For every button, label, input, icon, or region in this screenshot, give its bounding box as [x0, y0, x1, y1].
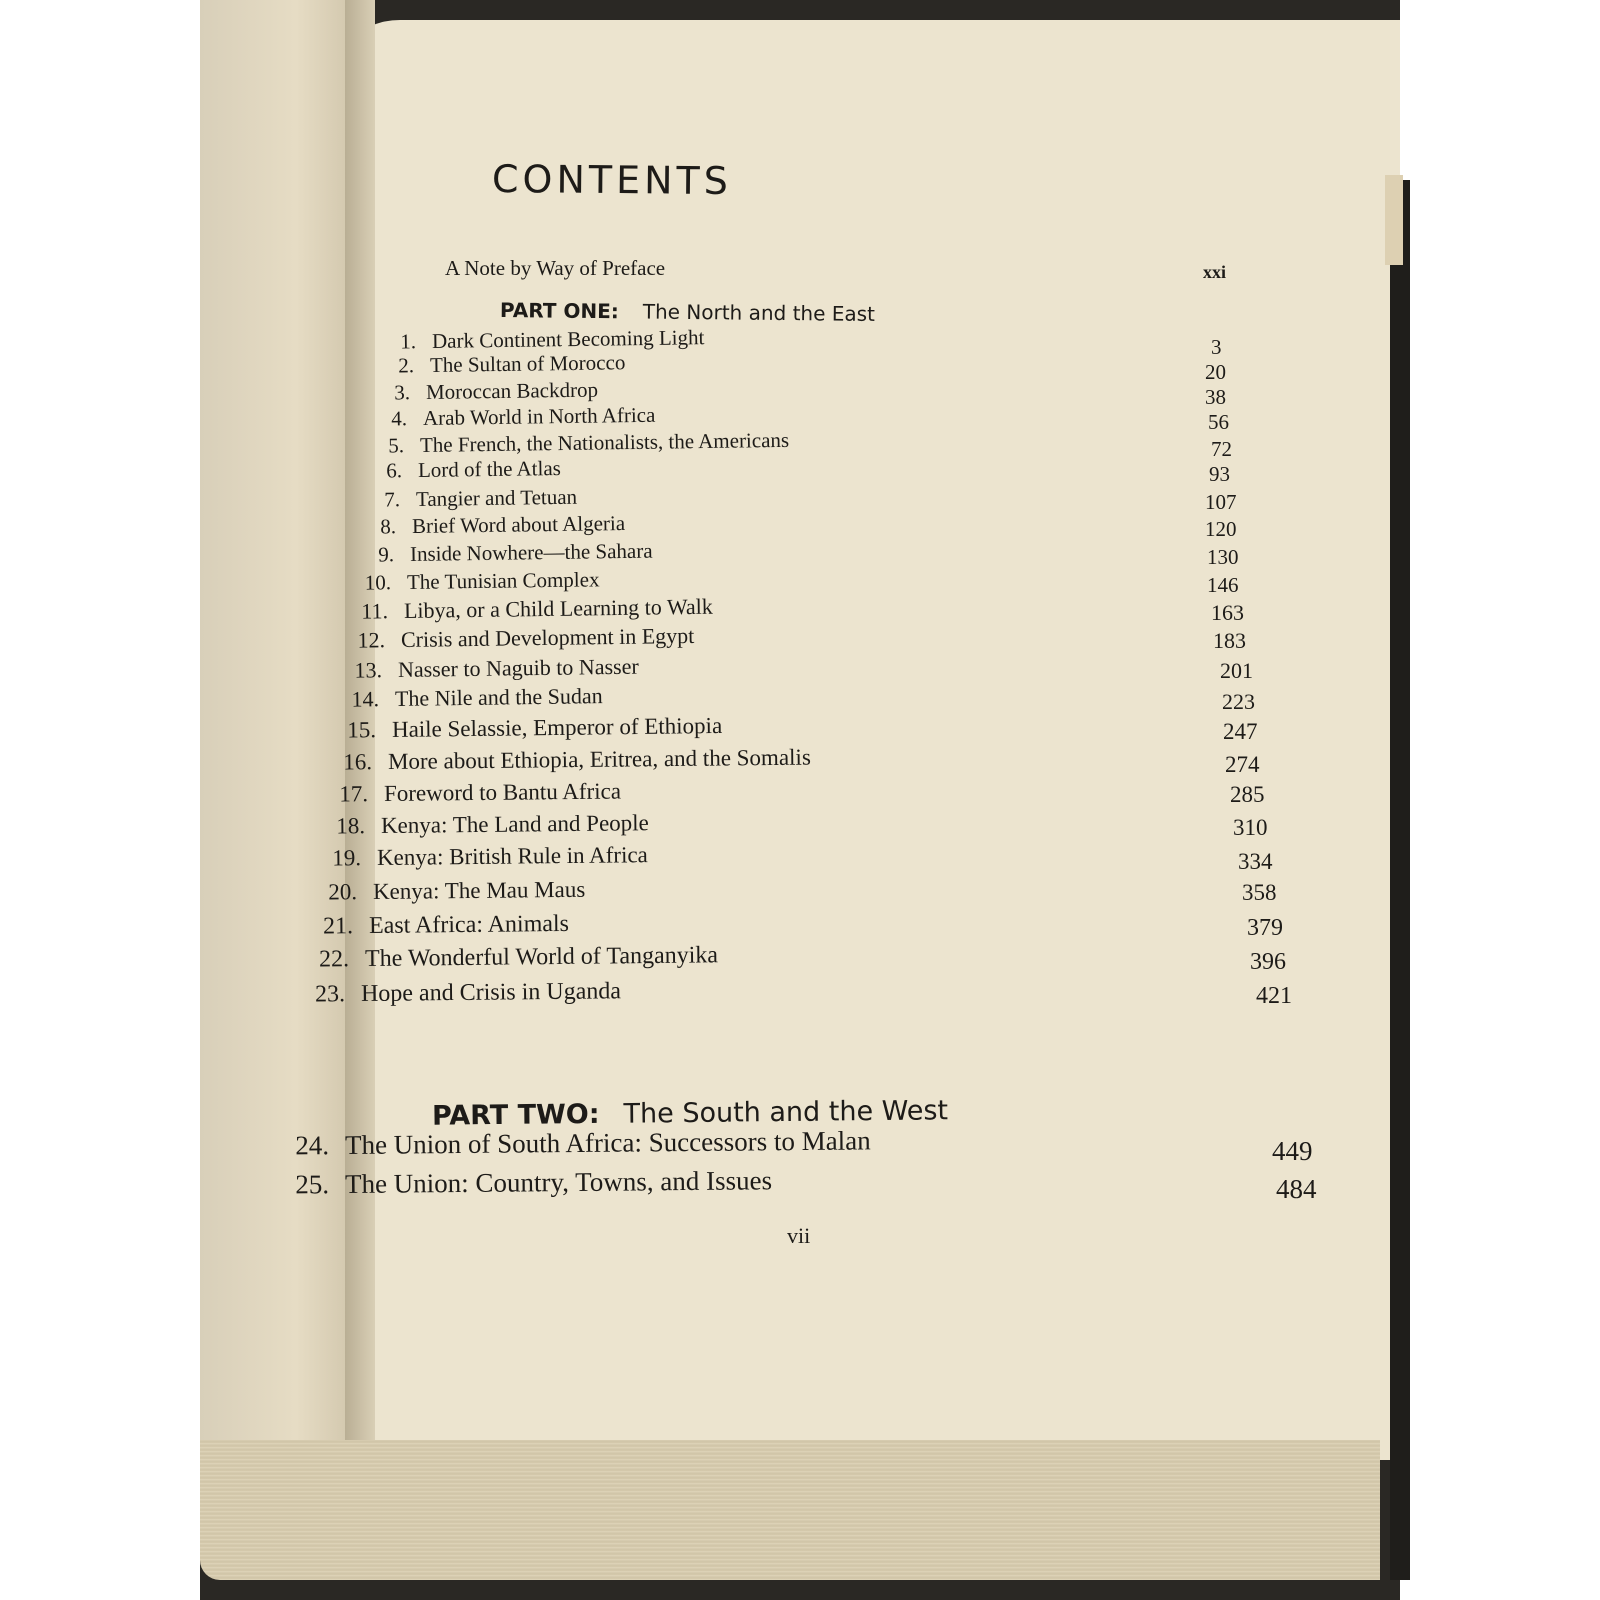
chapter-title: Kenya: British Rule in Africa	[376, 842, 648, 870]
contents-entry	[380, 511, 626, 539]
chapter-number: 23.	[314, 981, 346, 1008]
contents-entry	[322, 910, 570, 940]
contents-entry	[361, 593, 713, 624]
part-one-subtitle: The North and the East	[642, 299, 876, 326]
contents-entry	[378, 538, 653, 567]
chapter-title: The Tunisian Complex	[406, 567, 600, 594]
contents-entry	[384, 484, 578, 512]
chapter-title: East Africa: Animals	[368, 910, 570, 939]
chapter-title: Nasser to Naguib to Nasser	[397, 653, 639, 682]
chapter-page-number: 38	[1205, 385, 1226, 409]
chapter-title: Libya, or a Child Learning to Walk	[403, 593, 713, 623]
chapter-page-number: 120	[1205, 517, 1237, 541]
chapter-title: The French, the Nationalists, the Americans	[419, 427, 790, 457]
chapter-title: Crisis and Development in Egypt	[400, 622, 695, 652]
contents-entry	[386, 456, 562, 483]
chapter-title: Foreword to Bantu Africa	[383, 778, 622, 806]
chapter-title: Dark Continent Becoming Light	[431, 325, 705, 353]
contents-entry	[354, 653, 639, 683]
chapter-title: Kenya: The Land and People	[380, 810, 649, 838]
contents-entry	[351, 683, 603, 712]
chapter-page-number: 3	[1211, 335, 1222, 359]
part-two-heading	[432, 1095, 948, 1131]
chapter-title: The Union: Country, Towns, and Issues	[344, 1165, 773, 1199]
contents-entry	[318, 942, 719, 973]
preface-entry-title: A Note by Way of Preface	[445, 256, 666, 280]
chapter-page-number: 310	[1233, 815, 1268, 840]
chapter-page-number: 146	[1207, 573, 1239, 597]
chapter-title: More about Ethiopia, Eritrea, and the Somalis	[387, 744, 811, 774]
chapter-title: Moroccan Backdrop	[425, 377, 599, 404]
chapter-page-number: 163	[1211, 600, 1244, 625]
chapter-number: 6.	[386, 458, 403, 483]
chapter-title: Lord of the Atlas	[417, 456, 562, 482]
chapter-number: 2.	[398, 353, 415, 378]
contents-entry	[388, 427, 790, 458]
chapter-number: 14.	[351, 686, 380, 712]
page-title: CONTENTS	[491, 156, 733, 204]
contents-entry	[332, 842, 648, 871]
chapter-page-number: 285	[1230, 782, 1265, 807]
contents-entry	[398, 350, 626, 378]
contents-entry	[391, 402, 656, 431]
contents-entry	[328, 876, 586, 905]
chapter-number: 8.	[380, 514, 397, 539]
chapter-number: 10.	[364, 570, 392, 595]
chapter-page-number: 223	[1222, 689, 1255, 714]
chapter-title: Kenya: The Mau Maus	[372, 876, 586, 904]
chapter-page-number: 396	[1250, 949, 1286, 975]
chapter-page-number: 93	[1209, 462, 1230, 486]
chapter-number: 5.	[388, 433, 405, 458]
chapter-number: 15.	[347, 717, 377, 743]
chapter-number: 12.	[357, 627, 386, 653]
contents-entry	[400, 325, 705, 354]
part-one-heading	[500, 298, 875, 326]
chapter-page-number: 449	[1272, 1136, 1313, 1166]
chapter-title: Arab World in North Africa	[422, 402, 656, 430]
chapter-page-number: 130	[1207, 545, 1239, 569]
chapter-page-number: 484	[1276, 1174, 1317, 1204]
chapter-page-number: 421	[1256, 983, 1292, 1009]
chapter-number: 16.	[343, 749, 373, 775]
chapter-number: 21.	[322, 913, 354, 940]
chapter-number: 18.	[336, 813, 366, 839]
chapter-title: The Sultan of Morocco	[429, 350, 626, 377]
chapter-number: 7.	[384, 487, 401, 512]
chapter-page-number: 358	[1242, 880, 1277, 905]
chapter-number: 17.	[339, 781, 369, 807]
contents-entry	[364, 567, 600, 595]
chapter-title: Inside Nowhere—the Sahara	[409, 538, 653, 566]
contents-entry	[339, 778, 622, 807]
contents-entry	[314, 978, 622, 1008]
contents-entry	[336, 810, 649, 839]
contents-entry	[295, 1165, 773, 1200]
chapter-title: The Union of South Africa: Successors to Malan	[344, 1125, 871, 1160]
chapter-number: 24.	[295, 1130, 330, 1161]
page-number: vii	[787, 1223, 811, 1248]
chapter-number: 25.	[295, 1169, 330, 1200]
chapter-number: 4.	[391, 406, 408, 431]
chapter-number: 3.	[394, 380, 411, 405]
chapter-number: 20.	[328, 879, 358, 905]
chapter-page-number: 20	[1205, 360, 1226, 384]
chapter-number: 19.	[332, 845, 362, 871]
chapter-page-number: 183	[1213, 628, 1246, 653]
part-two-label: PART TWO:	[431, 1098, 600, 1132]
contents-entry	[394, 377, 599, 405]
chapter-number: 11.	[361, 598, 389, 624]
chapter-title: The Wonderful World of Tanganyika	[364, 942, 719, 972]
chapter-title: The Nile and the Sudan	[394, 683, 603, 711]
chapter-page-number: 201	[1220, 658, 1253, 683]
part-one-label: PART ONE:	[499, 298, 619, 324]
chapter-title: Brief Word about Algeria	[411, 511, 626, 538]
chapter-title: Tangier and Tetuan	[415, 484, 578, 511]
chapter-page-number: 72	[1211, 437, 1232, 461]
chapter-number: 22.	[318, 946, 350, 973]
chapter-page-number: 56	[1208, 410, 1229, 434]
contents-entry	[295, 1125, 871, 1161]
chapter-title: Haile Selassie, Emperor of Ethiopia	[391, 712, 723, 742]
chapter-number: 9.	[378, 542, 395, 567]
part-two-subtitle: The South and the West	[623, 1095, 949, 1130]
contents-entry	[357, 622, 695, 653]
chapter-page-number: 379	[1247, 915, 1283, 941]
chapter-number: 1.	[400, 329, 417, 354]
chapter-title: Hope and Crisis in Uganda	[360, 978, 622, 1007]
chapter-page-number: 274	[1225, 752, 1260, 777]
chapter-number: 13.	[354, 657, 383, 683]
chapter-page-number: 107	[1205, 490, 1237, 514]
chapter-page-number: 334	[1238, 849, 1273, 874]
preface-entry-page: xxi	[1203, 262, 1227, 282]
contents-entry	[343, 744, 811, 775]
contents-entry	[347, 712, 723, 743]
chapter-page-number: 247	[1223, 719, 1258, 744]
